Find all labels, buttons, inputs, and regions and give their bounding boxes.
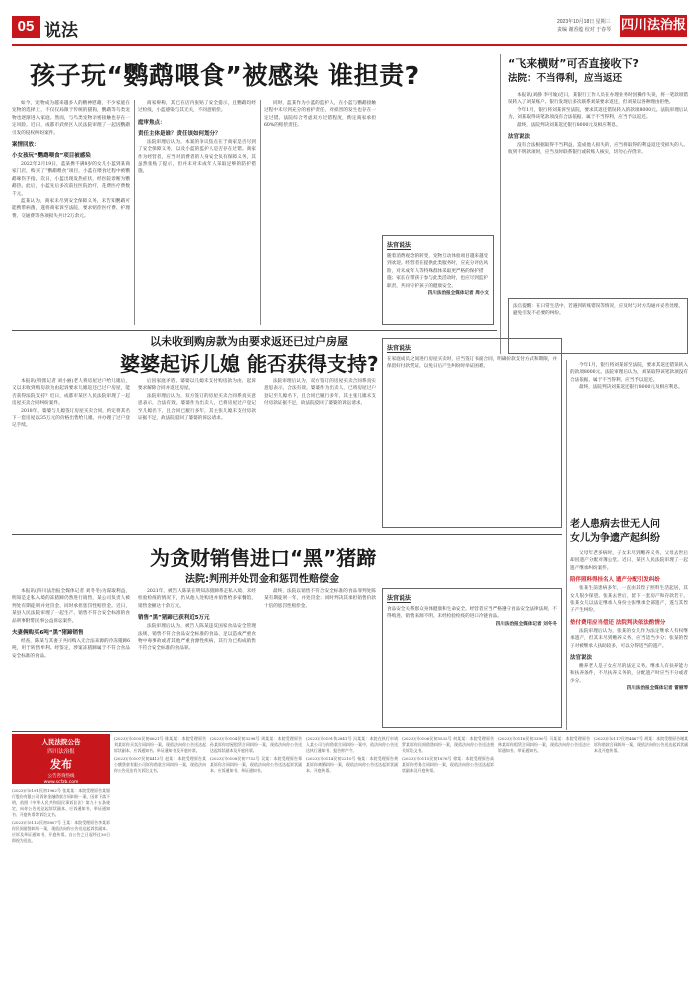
column-divider (500, 54, 501, 354)
side1-p2: 今年1月，银行将刘某诉至法院，要求其返还错误转入的款项8000元。法院审理后认为，刘某取得该笔款项没有合法依据，属于不当得利，应当予以返还。 (508, 107, 688, 121)
article2-col1 (12, 378, 130, 528)
side1-p3: 最终，法院判决刘某返还银行8000元及相应利息。 (517, 122, 621, 128)
article2-verdict-title: 法官说法 (387, 345, 412, 352)
notice-entry: (2023)川0107民初4413号 赵某：本院受理原告某小额贷款有限公司诉你借款合同纠纷一案，现依法向你公告送达有关诉讼文书。 (114, 755, 206, 773)
notice-entry: (2023)川0105民初6621号 陈某某：本院受理原告刘某诉你买卖合同纠纷一案，现依法向你公告送达起诉状副本、应诉通知书、举证通知书及开庭传票。 (114, 736, 206, 753)
side2-verdict-text: 赡养老人是子女应尽的法定义务。继承人有扶养能力和扶养条件，不尽扶养义务的，分配遗产时应当不分或者少分。 (570, 664, 688, 684)
notice-entry: (2023)川0191执2841号 冯某某：本院在执行申请人某公司与你借款合同纠纷一案中，依法向你公告送达执行通知书、报告财产令。 (306, 736, 398, 753)
article1-col2 (138, 100, 256, 325)
column-divider (134, 100, 135, 325)
article1-court-title: 庭审焦点： (138, 119, 166, 126)
side1-continued (570, 362, 688, 512)
article2-p4b: 法院审理后认为，双方签订的房屋买卖合同系真实意思表示，合法有效。婆婆作为出卖人，已将房屋过户登记至儿媳名下，且合同已履行多年，其主张儿媳未支付房款证据不足，故法院驳回了婆婆的诉讼请求。 (264, 379, 376, 407)
side1-headline-1: “飞来横财”可否直接收下? (508, 57, 639, 70)
side1-p2-cont: 今年1月，银行将刘某诉至法院，要求其返还错误转入的款项8000元。法院审理后认为，刘某取得该笔款项没有合法依据，属于不当得利，应当予以返还。 (570, 363, 688, 383)
article3-col2 (138, 588, 256, 728)
notice-entry: (2023)川0191民初1962号 张某某：本院受理原告某银行股份有限公司诉你金融借款合同纠纷一案，因你下落不明，依照《中华人民共和国民事诉讼法》第九十五条规定，向你公告送达起诉状副本、应诉通知书、举证通知书、开庭传票等诉讼文书。 (12, 788, 110, 817)
article1-p3: 蓝某认为，商家未尽到安全保障义务，未告知鹦鹉可能携带病菌，遂将商家诉至法院，要求赔偿医疗费、护理费、交通费等各项损失共计2万余元。 (12, 199, 130, 219)
article1-col3 (264, 100, 376, 325)
article2-col3 (264, 378, 376, 528)
notice-col-3 (210, 736, 302, 994)
article2-subhead: 以未收到购房款为由要求返还已过户房屋 (150, 335, 348, 348)
article3-headline: 为贪财销售进口“黑”猪蹄 (150, 546, 377, 570)
notice-entry: (2023)川0108民初7752号 吴某：本院受理原告郑某诉你合同纠纷一案，现依法向你公告送达起诉状副本、应诉通知书、举证通知书。 (210, 755, 302, 773)
notice-big: 发布 (50, 758, 72, 771)
section-divider (12, 534, 562, 535)
notice-title: 人民法院公告 (41, 738, 81, 746)
article3-subhead: 法院:判刑并处罚金和惩罚性赔偿金 (185, 574, 339, 585)
editor-line: 责编 谢香蕴 校对 于春琴 (557, 27, 612, 33)
side2-red2: 垫付费用应当偿还 法院判决依法酌情分 (570, 619, 666, 626)
side1-body (508, 92, 688, 292)
article3-sub2: 销售“黑”猪蹄已获利近5万元 (138, 615, 210, 622)
article2-p1: 本报讯(特派记者 刘小丽)老人将房屋过户给儿媳后，又以未收到购房款为由起诉要求儿媳返还已过户房屋，能否获得法院支持？近日，成都市某区人民法院审理了一起房屋买卖合同纠纷案件。 (12, 379, 130, 407)
article1-headline: 孩子玩“鹦鹉喂食”被感染 谁担责? (30, 61, 420, 90)
article1-p1: 如今，宠物成为越来越多人的精神慰藉，不少家庭在宠物的选择上，不仅仅局限于传统的猫狗，鹦鹉等鸟类宠物也逐渐进入家庭。然而，与鸟类宠物亲密接触也存在一定风险。近日，成都市武侯区人民法院审理了一起因鹦鹉引发的侵权纠纷案件。 (12, 101, 130, 136)
article2-headline: 婆婆起诉儿媳 能否获得支持? (120, 352, 379, 376)
article3-p4: 法院审理后认为，被告人陈某违反国家食品安全管理法规，销售不符合食品安全标准的食品，足以造成严重食物中毒事故或者其他严重食源性疾病，其行为已构成销售不符合安全标准的食品罪。 (138, 624, 256, 652)
notice-col-4 (306, 736, 398, 994)
article1-verdict-box (382, 235, 494, 325)
side2-headline-2: 女儿为争遗产起纠纷 (570, 533, 660, 544)
article1-court-sub: 责任主体是谁？责任该如何划分？ (138, 130, 221, 137)
side2-p2: 张某生前患病多年，一直由其侄子照料生活起居，其女儿很少探望。张某去世后，留下一套房产和存款若干。张某女儿以法定继承人身份主张继承全部遗产，遂与其侄子产生纠纷。 (570, 586, 688, 614)
article3-verdict-text: 食品安全关系群众身体健康和生命安全。经营者应当严格遵守食品安全法律法规，不得购进、销售来源不明、未经检验检疫的进口冷链食品。 (387, 607, 557, 620)
article3-author: 四川法治报全媒体记者 刘冬冬 (495, 621, 557, 627)
notice-url: www.scfzb.com (43, 780, 79, 785)
notice-col-1 (12, 788, 110, 994)
notice-col-2 (114, 736, 206, 994)
article3-col1 (12, 588, 130, 728)
notice-rule (12, 731, 688, 732)
article3-p5: 最终，法院以销售不符合安全标准的食品罪判处陈某有期徒刑一年，并处罚金；同时判决其承担销售价款十倍的惩罚性赔偿金。 (264, 589, 376, 609)
article1-p6: 同时，蓝某作为小蓝的监护人，在小蓝与鹦鹉接触过程中未尽到充分的看护责任，对损害的发生也存在一定过错。法院综合考虑双方过错程度，酌定商家承担60%的赔偿责任。 (264, 101, 376, 129)
side2-author: 四川法治报全媒体记者 雷丽琴 (626, 686, 688, 692)
article3-sub1: 夫妻俩购买6吨“黑”猪蹄销售 (12, 630, 84, 637)
side1-headline-2: 法院：不当得利，应当返还 (508, 73, 623, 84)
notice-header (12, 734, 110, 784)
article3-verdict-title: 法官说法 (387, 595, 412, 602)
article1-p5: 法院审理后认为，本案的争议焦点在于商家是否尽到了安全保障义务，以及小蓝的监护人是否存在过错。商家作为经营者，应当对消费者的人身安全负有保障义务，其虽然张贴了提示，但并未对未成年人采取足够的防护措施。 (138, 139, 256, 175)
side1-verdict-title: 法官说法 (508, 134, 531, 141)
article1-p4: 商家辩称，其已在店内张贴了安全提示，且鹦鹉均经过检疫，小蓝感染与其无关，不同意赔偿。 (138, 101, 256, 114)
notice-entry: (2023)川0117民初4467号 胡某：本院受理原告谢某诉你借款合同纠纷一案，现依法向你公告送达起诉状副本及开庭传票。 (594, 736, 688, 753)
notice-col-6 (498, 736, 590, 994)
article1-col1 (12, 100, 130, 325)
notice-entry: (2023)川0112民初5807号 王某：本院受理原告李某诉你民间借贷纠纷一案，现依法向你公告送达起诉状副本、应诉及举证通知书、开庭传票。自公告之日起经过30日即视为送达。 (12, 819, 110, 843)
article3-p2: 2021年，被告人陈某在明知冻猪蹄系走私入境、未经检验检疫的情况下，仍从他人处购进并销售给多家餐馆，销售金额达十余万元。 (138, 589, 256, 609)
article2-p2: 2018年，婆婆与儿媳签订房屋买卖合同，约定将其名下一套房屋以35万元的价格出售给儿媳，并办理了过户登记手续。 (12, 408, 130, 429)
notice-col-7 (594, 736, 688, 994)
notice-entry: (2023)川0115民初1876号 徐某：本院受理原告高某诉你劳务合同纠纷一案，现依法向你公告送达起诉状副本及开庭传票。 (402, 755, 494, 773)
article2-verdict-box (382, 338, 562, 528)
article2-verdict-text: 在家庭成员之间进行房屋买卖时，应当签订书面合同，明确价款支付方式和期限，并保留好付款凭证，以免日后产生纠纷时举证困难。 (387, 357, 557, 370)
newspaper-logo: 四川法治报 (620, 15, 687, 37)
side1-verdict-text: 没有合法根据取得不当利益，造成他人损失的，应当将取得的利益返还受损失的人。收到不明款项时，应当及时联系银行或转账人核实，切勿心存侥幸。 (508, 143, 688, 156)
article2-p3: 后因家庭矛盾，婆婆以儿媳未支付购房款为由，起诉要求解除合同并返还房屋。 (138, 379, 256, 392)
column-divider (260, 100, 261, 325)
side1-tip: 法官提醒：在日常生活中，若遇到转账错误等情况，应及时与对方沟通并妥善处理，避免引发不必要的纠纷。 (513, 304, 683, 317)
notice-col-5 (402, 736, 494, 994)
notice-entry: (2023)川0104民初3298号 周某某：本院受理原告孙某诉你房屋租赁合同纠纷一案，现依法向你公告送达起诉状副本及开庭传票。 (210, 736, 302, 753)
article1-verdict-text: 随着消费观念的转变，宠物互动体验项目越来越受到欢迎。经营者在提供此类服务时，应充分评估风险，对未成年人等特殊群体采取更严格的保护措施；家长在带孩子参与此类活动时，也应尽到监护职责，共同守护孩子的健康安全。 (387, 254, 489, 289)
side2-red1: 陪伴照料得挂名人 遗产分配引发纠纷 (570, 577, 660, 584)
article2-col2 (138, 378, 256, 528)
masthead (12, 10, 687, 44)
side2-headline (570, 518, 690, 546)
article2-p4: 法院审理后认为，双方签订的房屋买卖合同系真实意思表示，合法有效。婆婆作为出卖人，已将房屋过户登记至儿媳名下，且合同已履行多年，其主张儿媳未支付房款证据不足，故法院驳回了婆婆的诉讼请求。 (138, 393, 256, 422)
notice-entry: (2023)川0114民初2210号 杨某：本院受理原告黄某诉你离婚纠纷一案，现依法向你公告送达起诉状副本、开庭传票。 (306, 755, 398, 773)
side1-headline (508, 56, 688, 86)
column-divider (566, 360, 567, 730)
side2-verdict-title: 法官说法 (570, 655, 593, 662)
article3-p1: 本报讯(四川法治报全媒体记者 刘冬冬)为谋取利益，明知是走私入境的冻猪蹄仍然进行销售，某公司负责人被判处有期徒刑并处罚金，同时承担惩罚性赔偿金。近日，某县人民法院审理了一起生产、销售不符合安全标准的食品刑事附带民事公益诉讼案件。 (12, 589, 130, 624)
notice-extra: 公告咨询热线 (47, 774, 75, 779)
article1-verdict-title: 法官说法 (387, 242, 412, 249)
page-number: 05 (12, 16, 40, 38)
side2-headline-1: 老人患病去世无人问 (570, 519, 660, 530)
notice-subtitle: 四川法治报 (47, 749, 75, 755)
date-line: 2023年10月18日 星期三 (557, 19, 611, 25)
notice-entry: (2023)川0116民初3390号 马某某：本院受理原告林某诉你租赁合同纠纷一案，现依法向你公告送达应诉通知书、举证通知书。 (498, 736, 590, 753)
side2-p3: 法院审理后认为，张某的女儿作为法定继承人有权继承遗产，但其未尽到赡养义务，应当适当少分；张某的侄子对被继承人扶助较多，可以分得适当的遗产。 (570, 628, 688, 649)
section-name: 说法 (44, 21, 78, 40)
side2-body (570, 550, 688, 730)
side2-p1: 父母年老多病时，子女未尽到赡养义务，父母去世后却因遗产分配对簿公堂。近日，某区人民法院审理了一起遗产继承纠纷案件。 (570, 551, 688, 571)
side1-p3-cont: 最终，法院判决刘某返还银行8000元及相应利息。 (579, 385, 683, 391)
article1-case-sub: 小女孩玩“鹦鹉喂食”项目被感染 (12, 153, 91, 160)
article3-col3 (264, 588, 376, 728)
article1-p2: 2022年2月19日，蓝某携不满8岁的女儿小蓝到某商家门店，购买了“鹦鹉喂食”项目，小蓝在喂食过程中被鹦鹉啄伤手指。次日，小蓝出现发热症状，经医院诊断为鹦鹉热。此后，小蓝先后多次前往医院治疗，花费医疗费数千元。 (12, 162, 130, 197)
side1-p1: 本报讯(刘静 李可瑜)近日，某银行工作人员在办理业务时因操作失误，将一笔款项错误转入了刘某账户。银行发现后多次联系刘某要求返还，但刘某以各种理由拒绝。 (508, 93, 688, 106)
notice-entry: (2023)川0106民初5532号 何某某：本院受理原告罗某诉你民间借贷纠纷一案，现依法向你公告送达相关诉讼文书。 (402, 736, 494, 753)
article1-case-title: 案情回放： (12, 142, 40, 149)
section-divider (12, 330, 497, 331)
masthead-rule (12, 44, 687, 46)
date-block (557, 18, 611, 34)
article1-author: 四川法治报全媒体记者 周小文 (427, 291, 489, 297)
article3-verdict-box (382, 588, 562, 728)
article3-p3: 经查，陈某与其妻子共同购入无合法来源的冷冻猪蹄6吨，用于转售牟利。经鉴定，涉案冻猪蹄属于不符合食品安全标准的食品。 (12, 639, 130, 659)
